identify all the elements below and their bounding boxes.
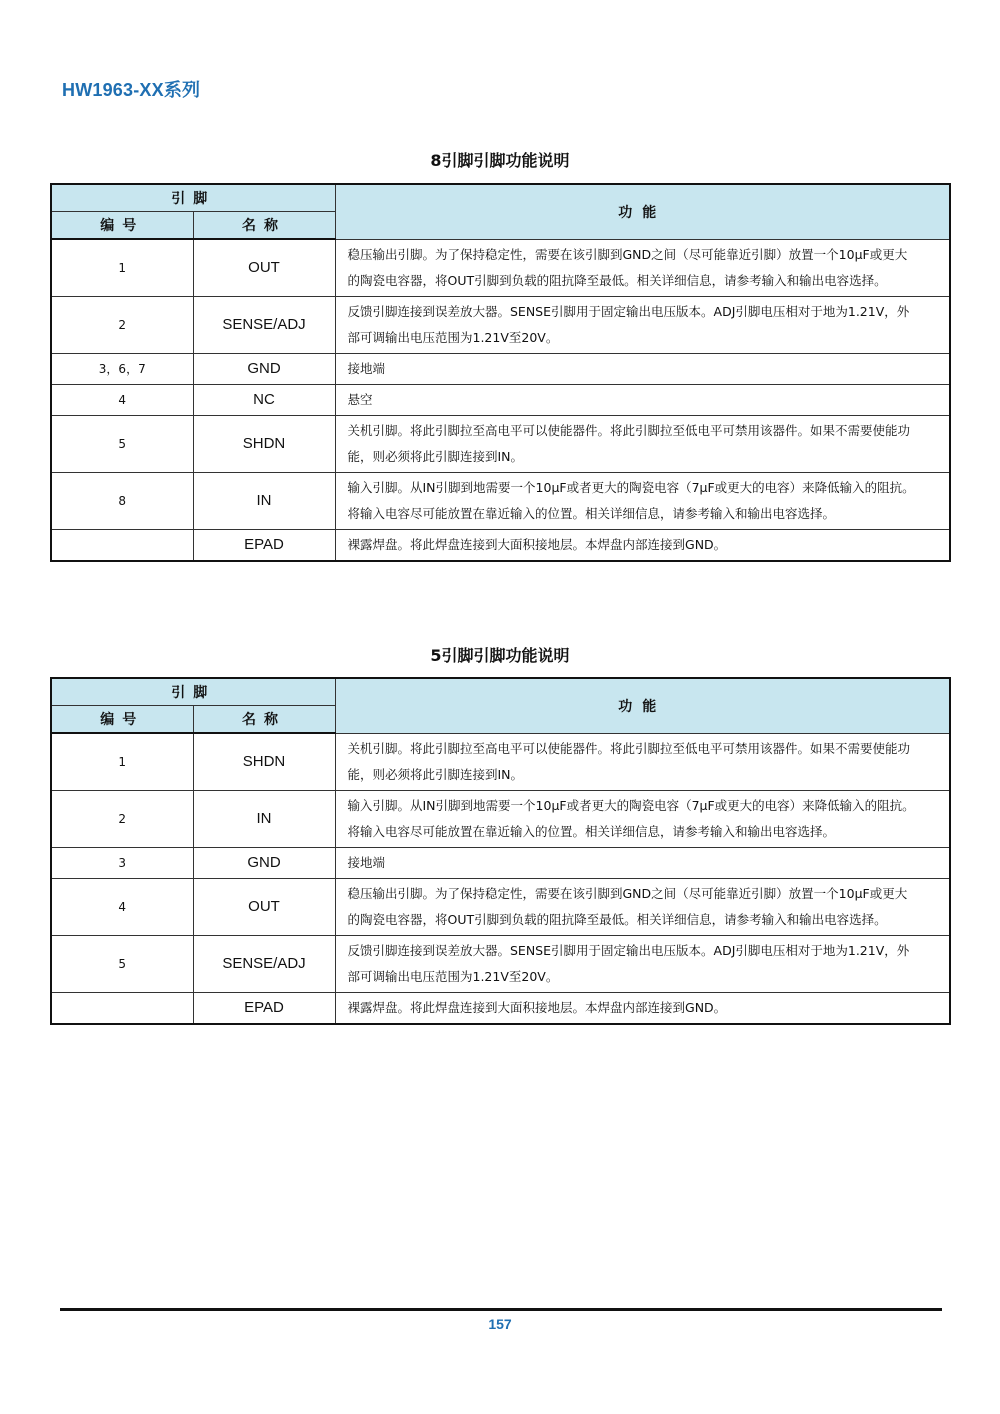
pin-number-cell: 4 xyxy=(51,878,193,935)
table-row xyxy=(51,992,950,1024)
pin-function-cell xyxy=(335,472,950,529)
pin-number-cell: 5 xyxy=(51,415,193,472)
function-text-line: 接地端 xyxy=(347,854,386,870)
pin-number-cell: 1 xyxy=(51,239,193,296)
function-text-line: 裸露焊盘。将此焊盘连接到大面积接地层。本焊盘内部连接到GND。 xyxy=(347,536,727,552)
pin-number-cell: 3 xyxy=(51,847,193,878)
header-pin-group: 引脚 xyxy=(51,184,335,212)
pin-number-cell xyxy=(51,529,193,561)
pin-function-cell xyxy=(335,733,950,790)
table-row xyxy=(51,296,950,353)
table-body xyxy=(51,733,950,1024)
function-text-line: 关机引脚。将此引脚拉至高电平可以使能器件。将此引脚拉至低电平可禁用该器件。如果不需要使能功 xyxy=(347,740,911,756)
function-text-line: 的陶瓷电容器，将OUT引脚到负载的阻抗降至最低。相关详细信息，请参考输入和输出电容选择。 xyxy=(347,272,887,288)
function-text-line: 关机引脚。将此引脚拉至高电平可以使能器件。将此引脚拉至低电平可禁用该器件。如果不需要使能功 xyxy=(347,422,911,438)
function-text-line: 部可调输出电压范围为1.21V至20V。 xyxy=(347,968,559,984)
pin-name-cell: OUT xyxy=(193,239,335,296)
pin-function-cell xyxy=(335,992,950,1024)
pin-name-cell: OUT xyxy=(193,878,335,935)
pin-name-cell: EPAD xyxy=(193,992,335,1024)
pin-function-cell xyxy=(335,847,950,878)
function-text-line: 将输入电容尽可能放置在靠近输入的位置。相关详细信息，请参考输入和输出电容选择。 xyxy=(347,505,836,521)
pin-function-table-8-pin xyxy=(50,183,951,562)
table-row xyxy=(51,239,950,296)
table-row xyxy=(51,847,950,878)
function-text-line: 稳压输出引脚。为了保持稳定性，需要在该引脚到GND之间（尽可能靠近引脚）放置一个10μF或更大 xyxy=(347,885,908,901)
pin-function-cell xyxy=(335,790,950,847)
table-row xyxy=(51,529,950,561)
pin-function-cell xyxy=(335,353,950,384)
table-header-row xyxy=(51,184,950,212)
table-row xyxy=(51,415,950,472)
pin-name-cell: NC xyxy=(193,384,335,415)
pin-name-cell: GND xyxy=(193,847,335,878)
table-body xyxy=(51,239,950,561)
table-title-5-pin: 5引脚引脚功能说明 xyxy=(430,646,570,665)
pin-function-cell xyxy=(335,296,950,353)
header-function: 功能 xyxy=(335,678,950,733)
header-name: 名称 xyxy=(193,706,335,734)
function-text-line: 反馈引脚连接到误差放大器。SENSE引脚用于固定输出电压版本。ADJ引脚电压相对于地为1.21V，外 xyxy=(347,942,910,958)
pin-function-cell xyxy=(335,415,950,472)
pin-number-cell: 5 xyxy=(51,935,193,992)
header-number: 编号 xyxy=(51,706,193,734)
table-row xyxy=(51,935,950,992)
pin-function-table-5-pin xyxy=(50,677,951,1025)
function-text-line: 接地端 xyxy=(347,360,386,376)
pin-number-cell: 4 xyxy=(51,384,193,415)
table-header-row xyxy=(51,678,950,706)
function-text-line: 裸露焊盘。将此焊盘连接到大面积接地层。本焊盘内部连接到GND。 xyxy=(347,999,727,1015)
function-text-line: 反馈引脚连接到误差放大器。SENSE引脚用于固定输出电压版本。ADJ引脚电压相对于地为1.21V，外 xyxy=(347,303,910,319)
function-text-line: 输入引脚。从IN引脚到地需要一个10μF或者更大的陶瓷电容（7μF或更大的电容）来降低输入的阻抗。 xyxy=(347,797,915,813)
function-text-line: 能，则必须将此引脚连接到IN。 xyxy=(347,766,524,782)
pin-name-cell: GND xyxy=(193,353,335,384)
pin-function-cell xyxy=(335,878,950,935)
series-title: HW1963-XX系列 xyxy=(62,80,201,100)
table-row xyxy=(51,384,950,415)
function-text-line: 稳压输出引脚。为了保持稳定性，需要在该引脚到GND之间（尽可能靠近引脚）放置一个10μF或更大 xyxy=(347,246,908,262)
function-text-line: 的陶瓷电容器，将OUT引脚到负载的阻抗降至最低。相关详细信息，请参考输入和输出电容选择。 xyxy=(347,911,887,927)
table-row xyxy=(51,878,950,935)
pin-function-cell xyxy=(335,935,950,992)
pin-function-cell xyxy=(335,529,950,561)
pin-function-cell xyxy=(335,384,950,415)
function-text-line: 能，则必须将此引脚连接到IN。 xyxy=(347,448,524,464)
table-row xyxy=(51,790,950,847)
table-row xyxy=(51,733,950,790)
pin-number-cell: 2 xyxy=(51,790,193,847)
function-text-line: 将输入电容尽可能放置在靠近输入的位置。相关详细信息，请参考输入和输出电容选择。 xyxy=(347,823,836,839)
table-row xyxy=(51,472,950,529)
pin-name-cell: SHDN xyxy=(193,733,335,790)
pin-name-cell: EPAD xyxy=(193,529,335,561)
header-pin-group: 引脚 xyxy=(51,678,335,706)
header-number: 编号 xyxy=(51,212,193,240)
header-name: 名称 xyxy=(193,212,335,240)
pin-name-cell: IN xyxy=(193,472,335,529)
pin-function-cell xyxy=(335,239,950,296)
pin-name-cell: SENSE/ADJ xyxy=(193,935,335,992)
pin-number-cell xyxy=(51,992,193,1024)
footer-divider xyxy=(60,1308,942,1311)
pin-number-cell: 2 xyxy=(51,296,193,353)
table-row xyxy=(51,353,950,384)
function-text-line: 部可调输出电压范围为1.21V至20V。 xyxy=(347,329,559,345)
pin-name-cell: IN xyxy=(193,790,335,847)
pin-number-cell: 1 xyxy=(51,733,193,790)
table-title-8-pin: 8引脚引脚功能说明 xyxy=(430,151,570,170)
function-text-line: 悬空 xyxy=(347,391,373,407)
pin-number-cell: 3，6，7 xyxy=(51,353,193,384)
pin-name-cell: SHDN xyxy=(193,415,335,472)
pin-name-cell: SENSE/ADJ xyxy=(193,296,335,353)
function-text-line: 输入引脚。从IN引脚到地需要一个10μF或者更大的陶瓷电容（7μF或更大的电容）来降低输入的阻抗。 xyxy=(347,479,915,495)
header-function: 功能 xyxy=(335,184,950,239)
pin-number-cell: 8 xyxy=(51,472,193,529)
page-number: 157 xyxy=(488,1316,512,1332)
